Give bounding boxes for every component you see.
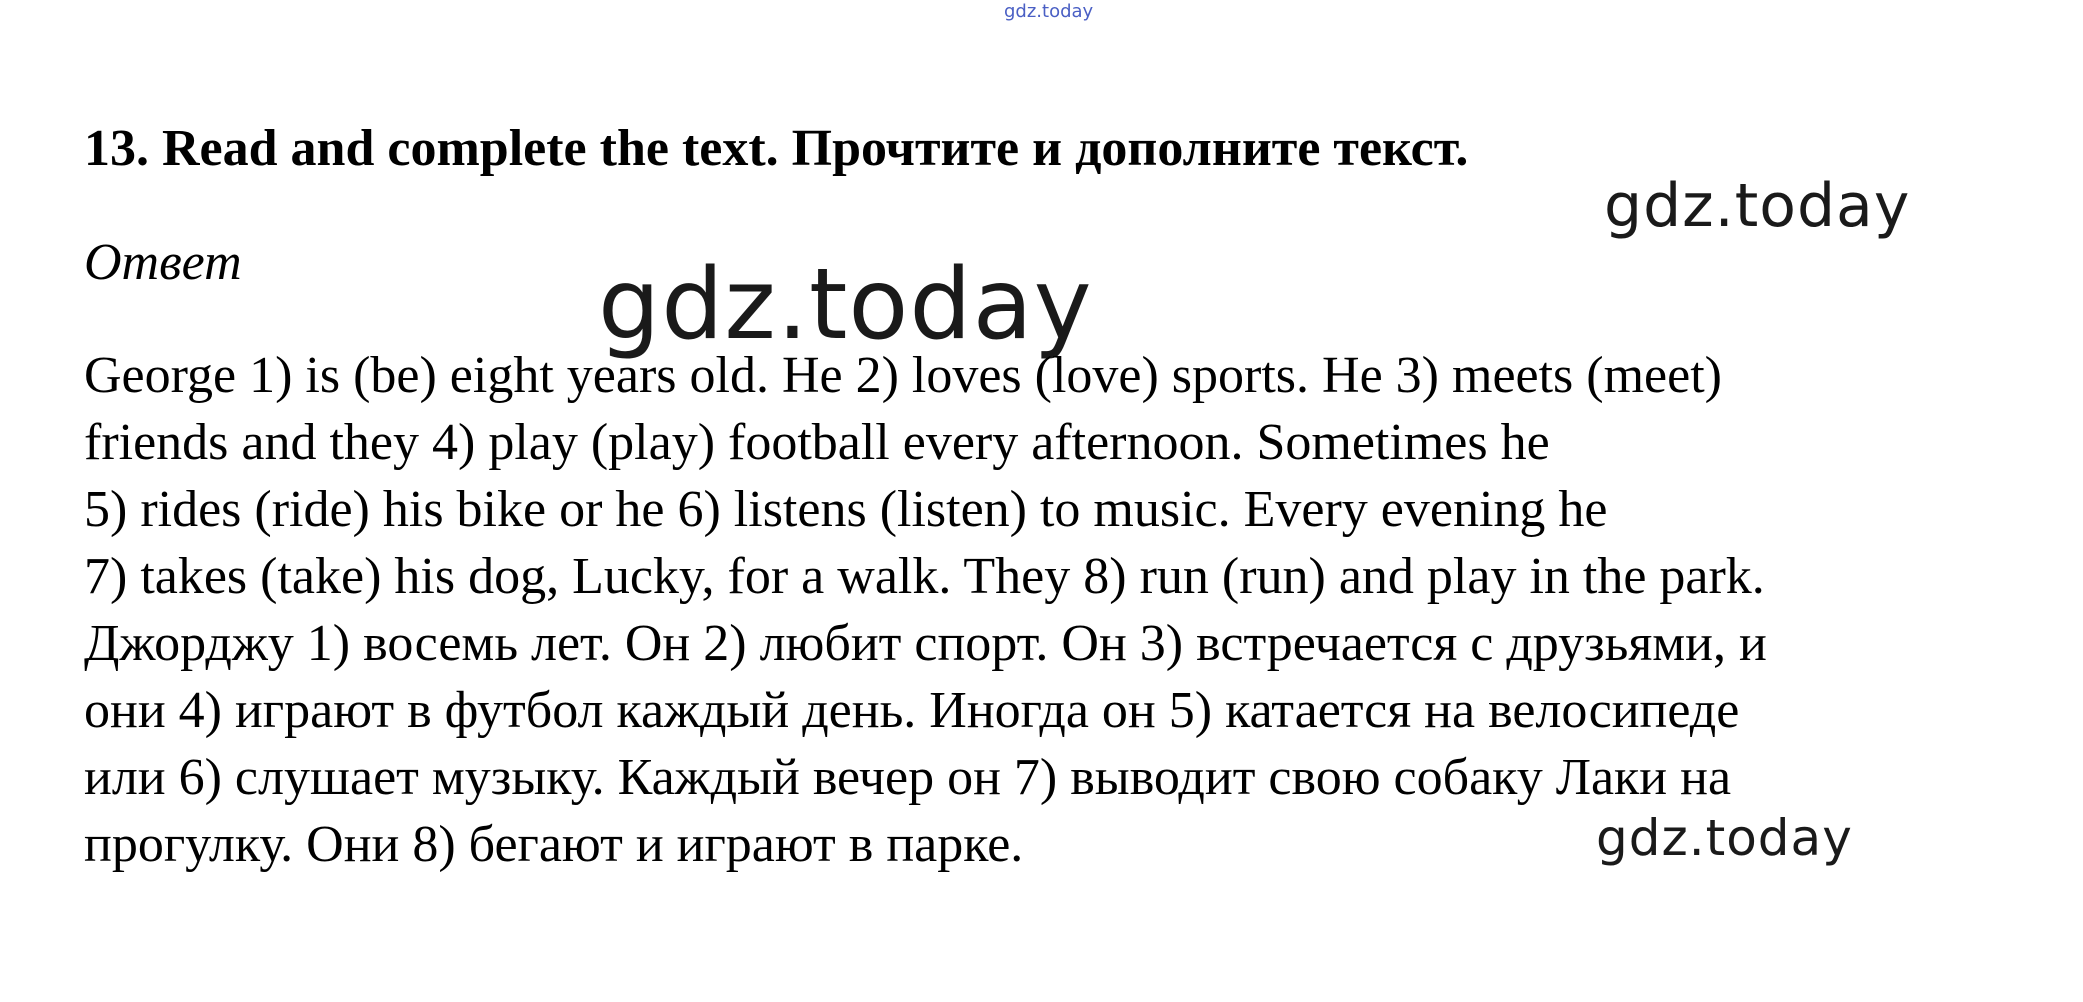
english-line-3: 5) rides (ride) his bike or he 6) listens (listen) to music. Every evening he [84,481,1608,538]
watermark-top-right: gdz.today [1604,171,1911,241]
english-line-1: George 1) is (be) eight years old. He 2) loves (love) sports. He 3) meets (meet) [84,347,1722,404]
english-line-4: 7) takes (take) his dog, Lucky, for a walk. They 8) run (run) and play in the park. [84,548,1765,605]
answer-text [84,342,2044,878]
russian-line-3: или 6) слушает музыку. Каждый вечер он 7) выводит свою собаку Лаки на [84,749,1732,806]
watermark-center: gdz.today [598,248,1093,362]
watermark-bottom-right: gdz.today [1596,809,1853,867]
answer-label: Ответ [84,234,242,291]
exercise-title: 13. Read and complete the text. Прочтите и дополните текст. [84,120,1469,177]
russian-line-1: Джорджу 1) восемь лет. Он 2) любит спорт. Он 3) встречается с друзьями, и [84,615,1767,672]
russian-line-2: они 4) играют в футбол каждый день. Иногда он 5) катается на велосипеде [84,682,1740,739]
english-line-2: friends and they 4) play (play) football every afternoon. Sometimes he [84,414,1550,471]
russian-line-4: прогулку. Они 8) бегают и играют в парке. [84,816,1024,873]
site-link[interactable]: gdz.today [1004,1,1094,22]
